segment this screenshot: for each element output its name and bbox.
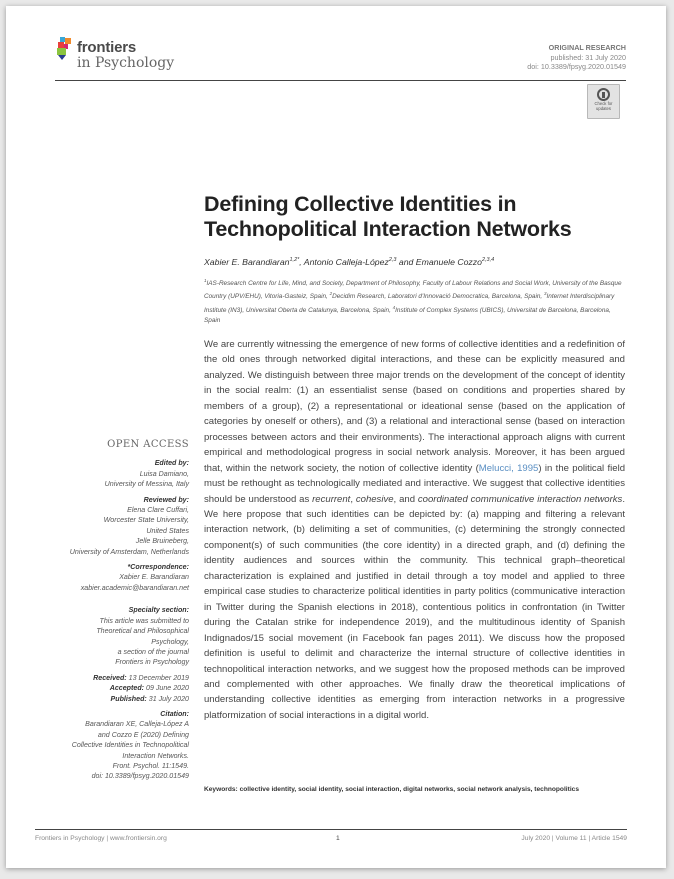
citation-link[interactable]: Melucci, 1995 xyxy=(478,462,539,474)
specialty-text: a section of the journal xyxy=(117,647,189,656)
affiliation-text: IAS-Research Centre for Life, Mind, and Society, Department of Philosophy, Faculty of Labour Relations and Social Work, University of the Basque Country (UPV/EHU), Vitoria-Gasteiz, Spain, xyxy=(204,280,622,301)
edited-by-label: Edited by: xyxy=(154,459,189,468)
abstract-text: . We here propose that such identities can be depicted by: (a) mapping and filtering a relevant interaction network, (b) delimiting a set of communities, (c) determining the strongly connected component(s) of such communities (the core identity) in a directed graph, and (d) defining the identity audiences and sources within the community. This technical graph–theoretical characterization is explained and justified in detail through a toy model and applied to three empirical case studies to characterize political identities in party politics (communicative interaction in Twitter during the Spanish elections in 2018), contentious politics in confrontation (in Twitter during the Catalan strike for independence 2019), and the multitudinous identity of Spanish Indignados/15 social movement (in Facebook fan pages 2011). We discuss how the proposed definition is useful to delimit and characterize the internal structure of collective identities in technopolitical interaction networks, and we suggest how the proposed methods can be improved and complemented with other approaches. We finally draw the theoretical implications of understanding collective identities as emerging from interaction networks in a progressive platformization of social interactions in a digital world. xyxy=(204,493,625,721)
correspondence-label: *Correspondence: xyxy=(127,563,189,572)
affiliation-number: 2 xyxy=(329,291,333,297)
footer-journal-link[interactable]: Frontiers in Psychology | www.frontiersin.org xyxy=(35,835,167,842)
crossmark-icon xyxy=(597,88,610,101)
keywords-list: collective identity, social identity, social interaction, digital networks, social network analysis, technopolitics xyxy=(239,786,579,793)
accepted-label: Accepted: xyxy=(109,684,145,693)
affiliation-text: Internet Interdisciplinary Institute (IN3), Universitat Oberta de Catalunya, Barcelona, Spain, xyxy=(204,293,615,314)
header-divider xyxy=(55,80,626,81)
abstract-emphasis: cohesive xyxy=(355,493,394,505)
author-separator: , xyxy=(299,257,304,267)
citation-text: Interaction Networks. xyxy=(122,751,189,760)
published-date-sidebar xyxy=(40,694,189,704)
abstract-text: , xyxy=(350,493,356,505)
keywords xyxy=(204,785,625,795)
author-affiliation-sup: 1,2* xyxy=(289,257,300,264)
editor-affiliation: University of Messina, Italy xyxy=(104,480,189,489)
article-title: Defining Collective Identities in Technopolitical Interaction Networks xyxy=(204,192,572,241)
accepted-value: 09 June 2020 xyxy=(146,684,189,693)
affiliation-text: Decidim Research, Laboratori d'Innovació Democratica, Barcelona, Spain, xyxy=(332,293,544,301)
reviewer-affiliation: United States xyxy=(146,526,189,535)
published-date: published: 31 July 2020 xyxy=(550,52,626,62)
affiliation-number: 4 xyxy=(392,304,396,310)
affiliation-number: 1 xyxy=(204,278,207,283)
editor-name: Luisa Damiano, xyxy=(139,469,189,478)
citation-label: Citation: xyxy=(160,709,189,718)
received-date xyxy=(40,673,189,683)
published-label: Published: xyxy=(110,694,147,703)
author-name[interactable]: Antonio Calleja-López xyxy=(303,257,389,267)
footer-volume-info: July 2020 | Volume 11 | Article 1549 xyxy=(521,835,627,842)
author-name[interactable]: Xabier E. Barandiaran xyxy=(204,257,290,267)
author-name[interactable]: Emanuele Cozzo xyxy=(415,257,482,267)
citation-text: Barandiaran XE, Calleja-López A xyxy=(85,720,189,729)
logo-text-frontiers: frontiers xyxy=(77,39,137,56)
frontiers-logo-icon xyxy=(55,36,77,62)
crossmark-label: Check for xyxy=(594,101,613,106)
logo-text-journal: in Psychology xyxy=(77,55,175,71)
specialty-section-label: Specialty section: xyxy=(128,606,189,615)
citation-doi-link[interactable]: doi: 10.3389/fpsyg.2020.01549 xyxy=(91,772,189,781)
specialty-text: Psychology, xyxy=(151,637,189,646)
crossmark-label: updates xyxy=(596,105,611,111)
citation-text: Front. Psychol. 11:1549. xyxy=(112,761,189,770)
published-value: 31 July 2020 xyxy=(148,694,189,703)
pdf-page xyxy=(6,6,666,868)
citation-text: and Cozzo E (2020) Defining xyxy=(97,730,189,739)
author-separator: and xyxy=(396,257,416,267)
footer-divider xyxy=(35,829,627,830)
specialty-text: Frontiers in Psychology xyxy=(115,658,189,667)
keywords-label: Keywords: xyxy=(204,786,238,793)
page-number: 1 xyxy=(336,835,340,842)
correspondence-email-link[interactable]: xabier.academic@barandiaran.net xyxy=(80,583,189,592)
abstract-emphasis: recurrent xyxy=(312,493,351,505)
accepted-date xyxy=(40,683,189,693)
author-affiliation-sup: 2,3 xyxy=(388,257,397,264)
abstract xyxy=(204,337,625,723)
abstract-text: ) in the political field must be rethought as technologically mediated and interactive. We suggest that collective identities should be understood as xyxy=(204,462,626,505)
article-meta xyxy=(527,43,626,72)
reviewer-name: Elena Clare Cuffari, xyxy=(127,506,189,515)
article-doi[interactable]: doi: 10.3389/fpsyg.2020.01549 xyxy=(527,62,626,72)
abstract-text: We are currently witnessing the emergence of new forms of collective identities and a redefinition of the old ones through networked digital interactions, and these can be explicitly measured and analyzed. We distinguish between three major trends on the development of the concept of identity in the social realm: (1) an essentialist sense (based on conditions and properties shared by members of a group), (2) a representational or ideational sense (based on the application of categories by oneself or others), and (3) a relational and interactional sense (based on interaction processes between actors and their environments). The interactional approach aligns with current empirical and methodological progress in social network analysis. Moreover, it has been argued that, within the network society, the notion of collective identity ( xyxy=(204,339,625,474)
abstract-emphasis: coordinated communicative interaction networks xyxy=(417,493,623,505)
open-access-label: OPEN ACCESS xyxy=(107,439,189,450)
check-for-updates-button[interactable] xyxy=(587,84,620,119)
author-affiliation-sup: 2,3,4 xyxy=(481,257,495,264)
received-value: 13 December 2019 xyxy=(128,673,189,682)
reviewer-affiliation: University of Amsterdam, Netherlands xyxy=(69,547,189,556)
affiliation-text: Institute of Complex Systems (UBICS), Universitat de Barcelona, Barcelona, Spain xyxy=(204,306,611,325)
article-type: ORIGINAL RESEARCH xyxy=(548,43,626,52)
specialty-text: Theoretical and Philosophical xyxy=(96,627,189,636)
abstract-text: , and xyxy=(393,493,418,505)
citation-text: Collective Identities in Technopolitical xyxy=(71,741,189,750)
received-label: Received: xyxy=(93,673,127,682)
specialty-text: This article was submitted to xyxy=(99,616,189,625)
reviewer-affiliation: Worcester State University, xyxy=(103,516,189,525)
reviewer-name: Jelle Bruineberg, xyxy=(135,537,189,546)
article-sidebar xyxy=(40,440,189,782)
author-list xyxy=(204,257,494,267)
reviewed-by-label: Reviewed by: xyxy=(143,495,189,504)
correspondence-name: Xabier E. Barandiaran xyxy=(119,573,189,582)
affiliation-number: 3 xyxy=(544,291,547,297)
affiliations xyxy=(204,276,624,327)
